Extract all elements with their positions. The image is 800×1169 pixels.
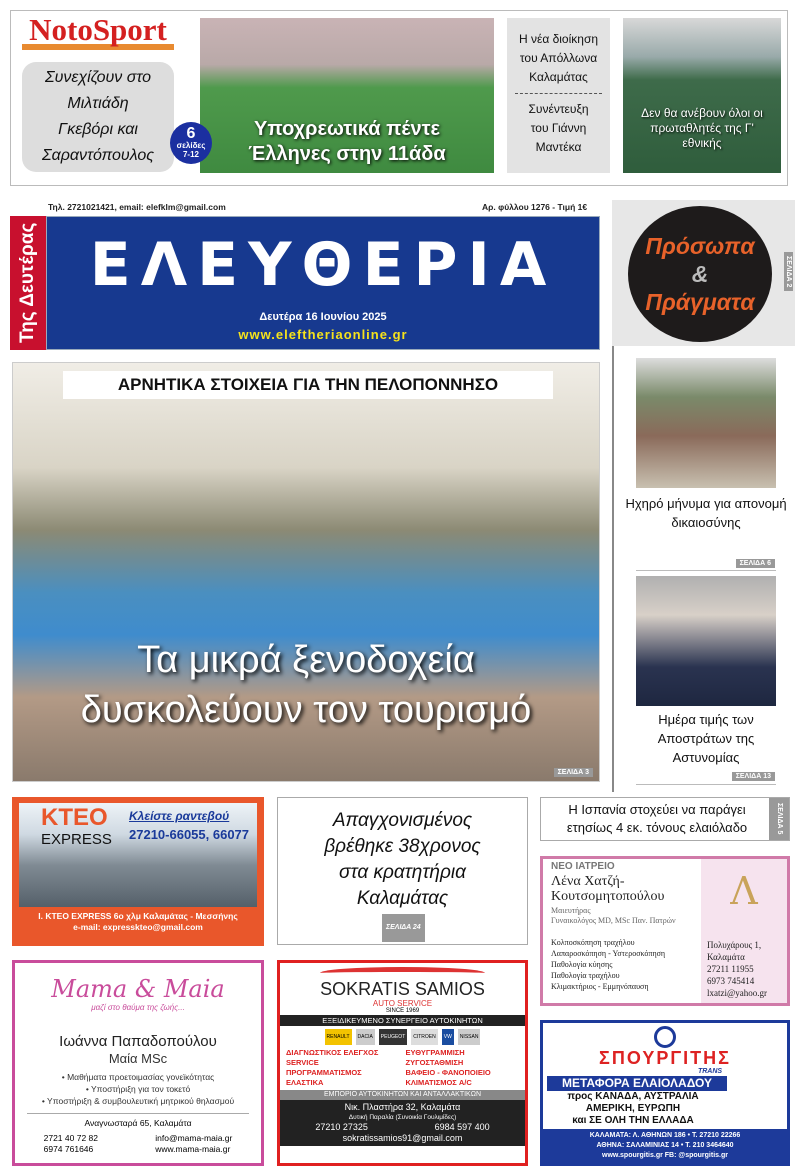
notosport-logo[interactable]: NotoSport [22, 14, 174, 50]
vw-logo-icon: VW [442, 1029, 454, 1045]
sokratis-ad[interactable] [277, 960, 528, 1166]
sokratis-phone: 6984 597 400 [434, 1122, 490, 1132]
story-title: Η Ισπανία στοχεύει να παράγει ετησίως 4 εκ. τόνους ελαιόλαδο [566, 802, 748, 835]
issue-info: Αρ. φύλλου 1276 - Τιμή 1€ [482, 202, 588, 212]
sokratis-address: Νικ. Πλαστήρα 32, Καλαμάτα [344, 1102, 461, 1112]
spourgitis-banner: ΜΕΤΑΦΟΡΑ ΕΛΑΙΟΛΑΔΟΥ [547, 1076, 727, 1091]
doctor-name [551, 874, 664, 904]
midwife-title: Μαία MSc [108, 1051, 168, 1066]
feature-line: Πρόσωπα [645, 233, 755, 259]
service-item: ΒΑΦΕΙΟ - ΦΑΝΟΠΟΙΕΙΟ [405, 1068, 491, 1077]
mama-contacts [15, 1133, 261, 1155]
kteo-email: e-mail: expresskteo@gmail.com [73, 922, 203, 932]
service-item: ΖΥΓΟΣΤΑΘΜΙΣΗ [405, 1058, 464, 1067]
mama-address: Αναγνωσταρά 65, Καλαμάτα [27, 1113, 249, 1129]
story-box[interactable] [277, 797, 528, 945]
mama-email: info@mama-maia.gr [155, 1133, 233, 1143]
kteo-address: Ι. ΚΤΕΟ EXPRESS 6ο χλμ Καλαμάτας - Μεσσήνης [38, 911, 238, 921]
spain-story[interactable] [540, 797, 790, 841]
dacia-logo-icon: DACIA [356, 1029, 375, 1045]
spourgitis-website[interactable]: www.spourgitis.gr FB: @spourgitis.gr [602, 1152, 728, 1159]
ceremony-photo[interactable] [636, 576, 776, 706]
kteo-logo-text: KTEO [41, 804, 108, 831]
feature-circle [628, 206, 772, 342]
sports-main-photo[interactable] [200, 18, 494, 173]
nissan-logo-icon: NISSAN [458, 1029, 481, 1045]
peugeot-logo-icon: PEUGEOT [379, 1029, 407, 1045]
main-story-photo[interactable] [12, 362, 600, 782]
mama-services [15, 1071, 261, 1107]
doctor-service: Λαπαροσκόπηση - Υστεροσκόπηση [551, 949, 666, 958]
globe-icon [654, 1026, 676, 1048]
badge-number: 6 [186, 125, 196, 142]
protest-photo[interactable] [636, 358, 776, 488]
story-title: Απαγχονισμένος βρέθηκε 38χρονος στα κρατητήρια Καλαμάτας [324, 810, 481, 909]
mama-maia-logo: Mama & Maia [51, 975, 225, 1003]
mama-phone: 6974 761646 [43, 1144, 94, 1154]
mama-service: • Υποστήριξη & συμβουλευτική μητρικού θηλασμού [41, 1096, 235, 1106]
spourgitis-name: ΣΠΟΥΡΓΙΤΗΣ [599, 1048, 731, 1068]
doctor-name-line: Λένα Χατζή- [551, 874, 625, 889]
divider [515, 93, 602, 94]
service-item: SERVICE [286, 1058, 319, 1067]
sokratis-banner: ΕΞΕΙΔΙΚΕΥΜΕΝΟ ΣΥΝΕΡΓΕΙΟ ΑΥΤΟΚΙΝΗΤΩΝ [280, 1015, 525, 1026]
car-logo-icon [320, 967, 485, 979]
mama-phone: 2721 40 72 82 [43, 1133, 98, 1143]
sokratis-services [280, 1048, 525, 1088]
doctor-role-line: Μαιευτήρας [551, 906, 591, 915]
sports-side-story[interactable]: Η νέα διοίκηση του Απόλλωνα Καλαμάτας [518, 32, 599, 84]
website-link[interactable]: www.eleftheriaonline.gr [238, 327, 408, 342]
spourgitis-address: ΚΑΛΑΜΑΤΑ: Λ. ΑΘΗΝΩΝ 186 • Τ. 27210 22266 [589, 1132, 741, 1139]
right-column [612, 346, 795, 792]
spourgitis-address: ΑΘΗΝΑ: ΣΑΛΑΜΙΝΙΑΣ 14 • Τ. 210 3464640 [596, 1142, 734, 1149]
doctor-contact [707, 939, 789, 999]
feature-line: Πράγματα [645, 289, 755, 315]
edition-label: Της Δευτέρας [10, 216, 46, 350]
kteo-logo-subtext: EXPRESS [41, 831, 112, 848]
mama-website: www.mama-maia.gr [155, 1144, 231, 1154]
feature-promo[interactable] [612, 200, 795, 346]
doctor-role-line: Γυναικολόγος MD, MSc Παν. Πατρών [551, 916, 676, 925]
doctor-phone: 27211 11955 [707, 964, 754, 974]
sports-photo-2[interactable] [623, 18, 781, 173]
spourgitis-sub: TRANS [697, 1068, 723, 1075]
doctor-ad[interactable] [540, 856, 790, 1006]
mama-slogan: μαζί στο θαύμα της ζωής... [91, 1003, 185, 1012]
doctor-address: Πολυχάρους 1, Καλαμάτα [707, 940, 762, 962]
feature-amp: & [691, 261, 709, 287]
kteo-logo [41, 804, 112, 851]
masthead-title: ΕΛΕΥΘΕΡΙΑ [89, 230, 557, 300]
page-tag: ΣΕΛΙΔΑ 2 [784, 252, 793, 291]
doctor-service: Παθολογία κύησης [551, 960, 613, 969]
mama-maia-ad[interactable] [12, 960, 264, 1166]
doctor-service: Παθολογία τραχήλου [551, 971, 620, 980]
page-tag: ΣΕΛΙΔΑ 13 [732, 772, 775, 781]
pages-badge [170, 122, 212, 164]
citroen-logo-icon: CITROEN [411, 1029, 438, 1045]
page-tag: ΣΕΛΙΔΑ 3 [554, 768, 593, 777]
story-title[interactable]: Ημέρα τιμής των Αποστράτων της Αστυνομίας [657, 712, 755, 765]
main-headline [13, 635, 599, 735]
sports-lead-text: Συνεχίζουν στο Μιλτιάδη Γκεβόρι και Σαραντόπουλος [41, 69, 155, 164]
masthead[interactable] [46, 216, 600, 350]
doctor-service: Κλιμακτήριος - Εμμηνόπαυση [551, 982, 649, 991]
divider [636, 784, 776, 785]
service-item: ΚΛΙΜΑΤΙΣΜΟΣ A/C [405, 1078, 472, 1087]
kteo-phones: 27210-66055, 66077 [129, 827, 250, 842]
destination-line: προς ΚΑΝΑΔΑ, ΑΥΣΤΡΑΛΙΑ [567, 1091, 699, 1102]
divider [636, 570, 776, 571]
badge-text: σελίδες [176, 141, 206, 150]
renault-logo-icon: RENAULT [325, 1029, 352, 1045]
sports-side-stories[interactable] [507, 18, 610, 173]
badge-pages: 7-12 [182, 150, 199, 159]
contact-info: Τηλ. 2721021421, email: elefklm@gmail.com [48, 202, 226, 212]
midwife-name: Ιωάννα Παπαδοπούλου [59, 1033, 217, 1050]
doctor-email: lxatzi@yahoo.gr [707, 988, 768, 998]
service-item: ΕΥΘΥΓΡΑΜΜΙΣΗ [405, 1048, 465, 1057]
page-tag: ΣΕΛΙΔΑ 24 [382, 914, 425, 942]
sokratis-banner-2: ΕΜΠΟΡΙΟ ΑΥΤΟΚΙΝΗΤΩΝ ΚΑΙ ΑΝΤΑΛΛΑΚΤΙΚΩΝ [280, 1090, 525, 1100]
spourgitis-ad[interactable] [540, 1020, 790, 1166]
service-item: ΠΡΟΓΡΑΜΜΑΤΙΣΜΟΣ [286, 1068, 362, 1077]
sokratis-sub: AUTO SERVICE [372, 999, 433, 1008]
car-brand-logos [280, 1029, 525, 1045]
sokratis-name: SOKRATIS SAMIOS [320, 979, 485, 999]
kteo-cta: Κλείστε ραντεβού [129, 809, 230, 823]
monogram-icon: Λ [730, 869, 758, 913]
doctor-services [551, 937, 665, 992]
mama-service: • Υποστήριξη για τον τοκετό [85, 1084, 191, 1094]
service-item: ΔΙΑΓΝΩΣΤΙΚΟΣ ΕΛΕΓΧΟΣ [286, 1048, 379, 1057]
sokratis-since: SINCE 1969 [385, 1008, 420, 1014]
page-tag: ΣΕΛΙΔΑ 5 [769, 798, 789, 840]
sports-lead-story[interactable] [22, 62, 174, 172]
sports-photo-caption: Υποχρεωτικά πέντε Έλληνες στην 11άδα [248, 118, 446, 165]
doctor-service: Κολποσκόπηση τραχήλου [551, 938, 635, 947]
doctor-phone: 6973 745414 [707, 976, 755, 986]
mama-service: • Μαθήματα προετοιμασίας γονεϊκότητας [61, 1072, 215, 1082]
sports-side-story[interactable]: Συνέντευξη του Γιάννη Μαντέκα [528, 102, 589, 154]
sports-photo-2-caption: Δεν θα ανέβουν όλοι οι πρωταθλητές της Γ' εθνικής [641, 106, 763, 150]
destination-line: και ΣΕ ΟΛΗ ΤΗΝ ΕΛΛΑΔΑ [572, 1115, 694, 1126]
doctor-name-line: Κουτσομητοπούλου [551, 889, 665, 904]
sokratis-phone: 27210 27325 [315, 1122, 368, 1132]
headline-line: Τα μικρά ξενοδοχεία [137, 639, 475, 681]
sokratis-area: Δυτική Παραλία (Συνοικία Γουλιμίδες) [348, 1114, 457, 1121]
issue-date: Δευτέρα 16 Ιουνίου 2025 [259, 311, 387, 323]
doctor-role [551, 906, 676, 926]
destination-line: ΑΜΕΡΙΚΗ, ΕΥΡΩΠΗ [585, 1103, 681, 1114]
sokratis-contact [280, 1100, 525, 1146]
main-kicker: ΑΡΝΗΤΙΚΑ ΣΤΟΙΧΕΙΑ ΓΙΑ ΤΗΝ ΠΕΛΟΠΟΝΝΗΣΟ [63, 371, 553, 399]
kteo-footer [19, 911, 257, 933]
story-title[interactable]: Ηχηρό μήνυμα για απονομή δικαιοσύνης [625, 496, 787, 530]
sokratis-email: sokratissamios91@gmail.com [342, 1133, 463, 1143]
page-tag: ΣΕΛΙΔΑ 6 [736, 559, 775, 568]
doctor-label: ΝΕΟ ΙΑΤΡΕΙΟ [551, 861, 615, 872]
headline-line: δυσκολεύουν τον τουρισμό [80, 689, 532, 731]
service-item: ΕΛΑΣΤΙΚΑ [286, 1078, 324, 1087]
spourgitis-contact [543, 1129, 787, 1163]
kteo-ad[interactable] [12, 797, 264, 946]
spourgitis-destinations [543, 1091, 723, 1127]
